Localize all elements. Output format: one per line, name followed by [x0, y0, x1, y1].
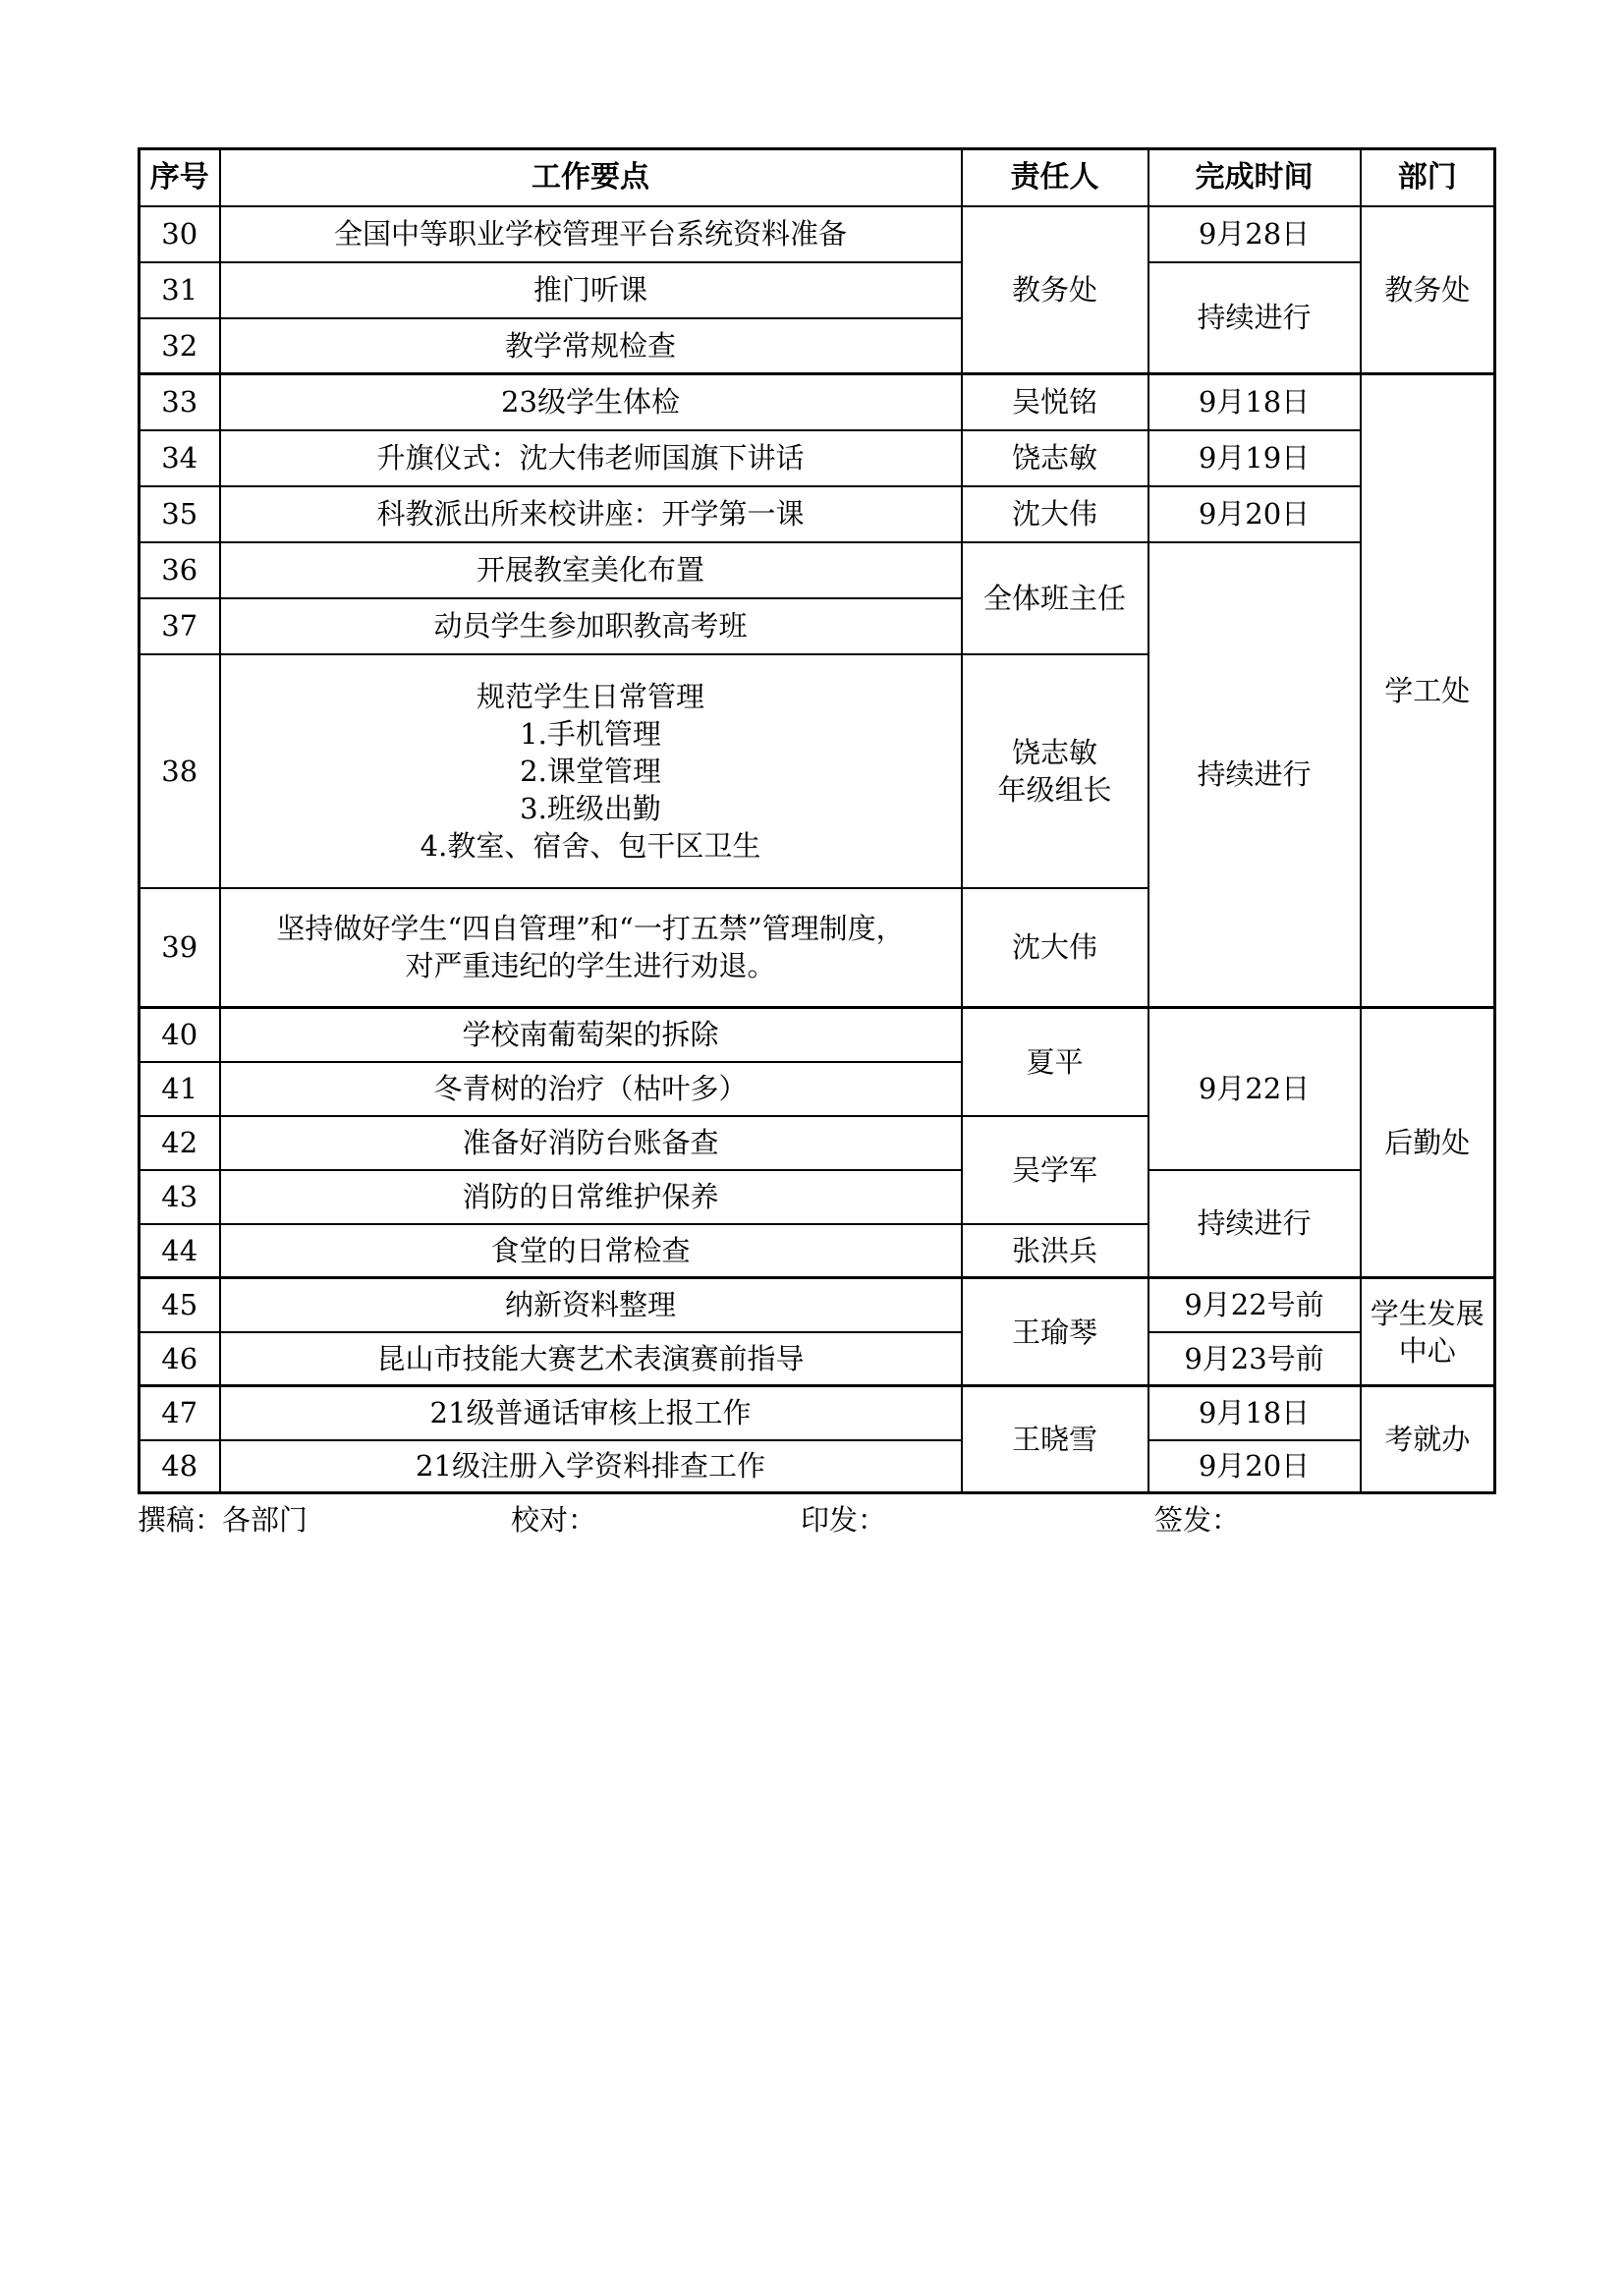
- row-task: 消防的日常维护保养: [220, 1170, 962, 1224]
- row-seq: 45: [140, 1278, 220, 1332]
- row-task: 全国中等职业学校管理平台系统资料准备: [220, 206, 962, 262]
- row-task-line: 4.教室、宿舍、包干区卫生: [420, 828, 761, 863]
- row-deadline: 9月18日: [1148, 1386, 1361, 1440]
- row-owner: 张洪兵: [962, 1224, 1148, 1278]
- table-row: [140, 262, 1495, 318]
- row-task: [220, 888, 962, 1008]
- row-task: 学校南葡萄架的拆除: [220, 1008, 962, 1062]
- row-seq: 38: [140, 654, 220, 888]
- row-deadline: 9月20日: [1148, 486, 1361, 542]
- header-task: 工作要点: [220, 149, 962, 206]
- row-task: 21级普通话审核上报工作: [220, 1386, 962, 1440]
- drafter-value: 各部门: [222, 1503, 308, 1537]
- row-task-line: 1.手机管理: [520, 716, 661, 751]
- row-owner: 夏平: [962, 1008, 1148, 1116]
- row-seq: 43: [140, 1170, 220, 1224]
- row-owner: 王晓雪: [962, 1386, 1148, 1493]
- row-task-line: 规范学生日常管理: [476, 679, 704, 713]
- table-row: [140, 206, 1495, 262]
- sign-label: 签发：: [1154, 1503, 1241, 1537]
- header-deadline: 完成时间: [1148, 149, 1361, 206]
- row-task: 昆山市技能大赛艺术表演赛前指导: [220, 1332, 962, 1386]
- row-dept-line: 中心: [1398, 1333, 1456, 1368]
- row-seq: 31: [140, 262, 220, 318]
- row-owner: 沈大伟: [962, 888, 1148, 1008]
- row-seq: 46: [140, 1332, 220, 1386]
- row-task: 科教派出所来校讲座：开学第一课: [220, 486, 962, 542]
- row-owner: 沈大伟: [962, 486, 1148, 542]
- row-seq: 36: [140, 542, 220, 598]
- table-row: [140, 1386, 1495, 1440]
- row-dept: [1361, 1278, 1495, 1386]
- row-seq: 33: [140, 374, 220, 430]
- header-dept: 部门: [1361, 149, 1495, 206]
- row-owner: 王瑜琴: [962, 1278, 1148, 1386]
- row-deadline: 9月20日: [1148, 1440, 1361, 1493]
- row-deadline: 9月23号前: [1148, 1332, 1361, 1386]
- row-task: 纳新资料整理: [220, 1278, 962, 1332]
- proofread-label: 校对：: [511, 1503, 597, 1537]
- row-owner: [962, 654, 1148, 888]
- row-dept: 学工处: [1361, 374, 1495, 1008]
- row-task-line: 2.课堂管理: [520, 754, 661, 788]
- row-seq: 47: [140, 1386, 220, 1440]
- row-owner: 饶志敏: [962, 430, 1148, 486]
- row-deadline: 持续进行: [1148, 262, 1361, 374]
- row-seq: 39: [140, 888, 220, 1008]
- table-row: [140, 1008, 1495, 1062]
- header-row: [140, 149, 1495, 206]
- table-row: [140, 542, 1495, 598]
- row-dept-line: 学生发展: [1370, 1296, 1484, 1330]
- row-seq: 35: [140, 486, 220, 542]
- row-owner-line: 饶志敏: [1011, 735, 1097, 769]
- row-deadline: 9月22号前: [1148, 1278, 1361, 1332]
- table-row: [140, 1332, 1495, 1386]
- row-deadline: 9月19日: [1148, 430, 1361, 486]
- row-deadline: 9月28日: [1148, 206, 1361, 262]
- signature-footer: [0, 1498, 1624, 1541]
- table-row: [140, 486, 1495, 542]
- row-task: 推门听课: [220, 262, 962, 318]
- row-task: 准备好消防台账备查: [220, 1116, 962, 1170]
- table-row: [140, 430, 1495, 486]
- row-seq: 37: [140, 598, 220, 654]
- row-seq: 44: [140, 1224, 220, 1278]
- row-deadline: 持续进行: [1148, 1170, 1361, 1278]
- header-seq: 序号: [140, 149, 220, 206]
- row-task-line: 坚持做好学生“四自管理”和“一打五禁”管理制度，: [276, 912, 905, 946]
- row-owner: 教务处: [962, 206, 1148, 374]
- row-task: 升旗仪式：沈大伟老师国旗下讲话: [220, 430, 962, 486]
- row-deadline: 9月18日: [1148, 374, 1361, 430]
- row-owner: 全体班主任: [962, 542, 1148, 654]
- row-seq: 40: [140, 1008, 220, 1062]
- table-row: [140, 1170, 1495, 1224]
- row-task: 冬青树的治疗（枯叶多）: [220, 1062, 962, 1116]
- row-task: 动员学生参加职教高考班: [220, 598, 962, 654]
- header-owner: 责任人: [962, 149, 1148, 206]
- row-task: 开展教室美化布置: [220, 542, 962, 598]
- work-plan-table: [138, 147, 1496, 1494]
- row-deadline: 持续进行: [1148, 542, 1361, 1008]
- row-owner: 吴学军: [962, 1116, 1148, 1224]
- table-row: [140, 1278, 1495, 1332]
- row-seq: 41: [140, 1062, 220, 1116]
- row-task: [220, 654, 962, 888]
- row-dept: 考就办: [1361, 1386, 1495, 1493]
- row-owner-line: 年级组长: [997, 772, 1112, 807]
- row-task: 21级注册入学资料排查工作: [220, 1440, 962, 1493]
- row-seq: 34: [140, 430, 220, 486]
- row-deadline: 9月22日: [1148, 1008, 1361, 1170]
- drafter-label: 撰稿：: [138, 1503, 224, 1537]
- row-dept: 教务处: [1361, 206, 1495, 374]
- row-owner: 吴悦铭: [962, 374, 1148, 430]
- issue-label: 印发：: [801, 1503, 887, 1537]
- table-row: [140, 374, 1495, 430]
- row-task-line: 对严重违纪的学生进行劝退。: [405, 949, 776, 983]
- table-row: [140, 1440, 1495, 1493]
- row-seq: 32: [140, 318, 220, 374]
- row-task-line: 3.班级出勤: [520, 791, 661, 825]
- row-dept: 后勤处: [1361, 1008, 1495, 1278]
- row-task: 食堂的日常检查: [220, 1224, 962, 1278]
- row-task: 23级学生体检: [220, 374, 962, 430]
- row-seq: 42: [140, 1116, 220, 1170]
- row-task: 教学常规检查: [220, 318, 962, 374]
- row-seq: 30: [140, 206, 220, 262]
- row-seq: 48: [140, 1440, 220, 1493]
